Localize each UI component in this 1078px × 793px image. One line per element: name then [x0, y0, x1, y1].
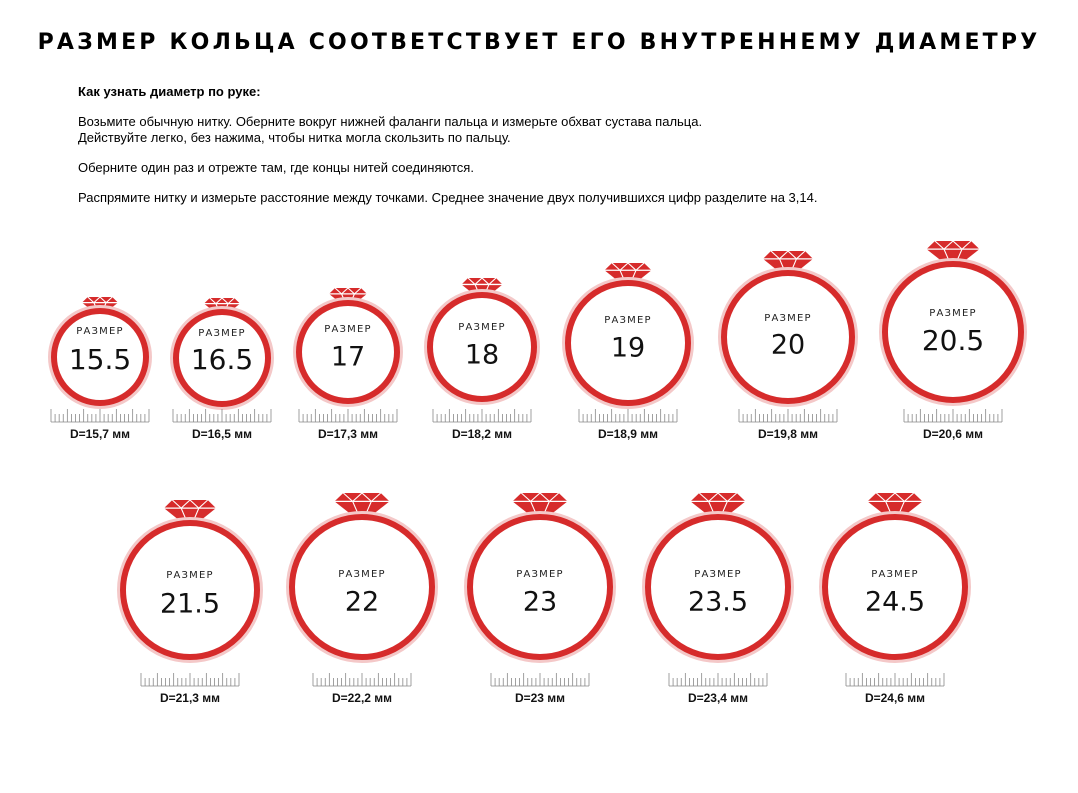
- ring-label: РАЗМЕР: [76, 326, 124, 337]
- ring-size-value: 23: [522, 586, 558, 618]
- ruler-scale: [313, 673, 411, 686]
- diameter-label: D=16,5 мм: [191, 427, 253, 441]
- ring-size-value: 15.5: [68, 343, 132, 376]
- ring-item: [299, 288, 397, 441]
- ring-size-value: 19: [610, 332, 646, 364]
- ring-item: [470, 493, 610, 705]
- ring-label: РАЗМЕР: [324, 324, 372, 335]
- diameter-label: D=23 мм: [514, 691, 566, 705]
- ring-size-value: 21.5: [159, 588, 221, 620]
- ring-label: РАЗМЕР: [694, 569, 742, 580]
- ring-label: РАЗМЕР: [929, 308, 977, 319]
- ring-item: [173, 298, 271, 441]
- diameter-label: D=24,6 мм: [864, 691, 926, 705]
- instructions-paragraph-2: Оберните один раз и отрежте там, где концы нитей соединяются.: [78, 160, 474, 175]
- ruler-scale: [846, 673, 944, 686]
- ring-size-value: 22: [344, 586, 380, 618]
- diameter-label: D=22,2 мм: [331, 691, 393, 705]
- ring-item: [51, 297, 149, 441]
- ring-item: [123, 500, 257, 705]
- diameter-label: D=17,3 мм: [317, 427, 379, 441]
- page-title: РАЗМЕР КОЛЬЦА СООТВЕТСТВУЕТ ЕГО ВНУТРЕННЕМУ ДИАМЕТРУ: [37, 30, 1041, 55]
- ring-label: РАЗМЕР: [338, 569, 386, 580]
- ring-size-value: 24.5: [864, 586, 926, 618]
- ruler-scale: [141, 673, 239, 686]
- ring-size-value: 20.5: [921, 324, 985, 357]
- diameter-label: D=15,7 мм: [69, 427, 131, 441]
- ring-size-value: 20: [770, 329, 806, 361]
- instructions-heading: Как узнать диаметр по руке:: [78, 84, 261, 99]
- ring-item: [430, 278, 534, 441]
- ruler-scale: [491, 673, 589, 686]
- ruler-scale: [579, 409, 677, 422]
- ring-size-value: 16.5: [190, 343, 254, 376]
- diameter-label: D=20,6 мм: [922, 427, 984, 441]
- ruler-scale: [669, 673, 767, 686]
- ring-label: РАЗМЕР: [604, 315, 652, 326]
- ring-label: РАЗМЕР: [516, 569, 564, 580]
- ruler-scale: [739, 409, 837, 422]
- ruler-scale: [904, 409, 1002, 422]
- ring-label: РАЗМЕР: [458, 322, 506, 333]
- ring-size-value: 17: [330, 341, 366, 373]
- ring-item: [568, 263, 688, 441]
- ring-size-value: 23.5: [687, 586, 749, 618]
- ring-item: [825, 493, 965, 705]
- ruler-scale: [51, 409, 149, 422]
- ring-item: [292, 493, 432, 705]
- ring-item: [724, 251, 852, 441]
- ring-label: РАЗМЕР: [764, 313, 812, 324]
- ruler-scale: [433, 409, 531, 422]
- ruler-scale: [299, 409, 397, 422]
- ring-label: РАЗМЕР: [871, 569, 919, 580]
- ring-item: [885, 241, 1021, 441]
- ring-label: РАЗМЕР: [198, 328, 246, 339]
- ring-label: РАЗМЕР: [166, 570, 214, 581]
- diameter-label: D=18,9 мм: [597, 427, 659, 441]
- ruler-scale: [173, 409, 271, 422]
- ring-size-value: 18: [464, 339, 500, 371]
- diameter-label: D=19,8 мм: [757, 427, 819, 441]
- instructions-paragraph-3: Распрямите нитку и измерьте расстояние между точками. Среднее значение двух получившихся цифр разделите на 3,14.: [78, 190, 818, 205]
- diameter-label: D=23,4 мм: [687, 691, 749, 705]
- instructions-line-2: Действуйте легко, без нажима, чтобы нитка могла скользить по пальцу.: [78, 130, 511, 145]
- instructions-line-1: Возьмите обычную нитку. Оберните вокруг нижней фаланги пальца и измерьте обхват сустава пальца.: [78, 114, 703, 129]
- diameter-label: D=18,2 мм: [451, 427, 513, 441]
- diameter-label: D=21,3 мм: [159, 691, 221, 705]
- ring-item: [648, 493, 788, 705]
